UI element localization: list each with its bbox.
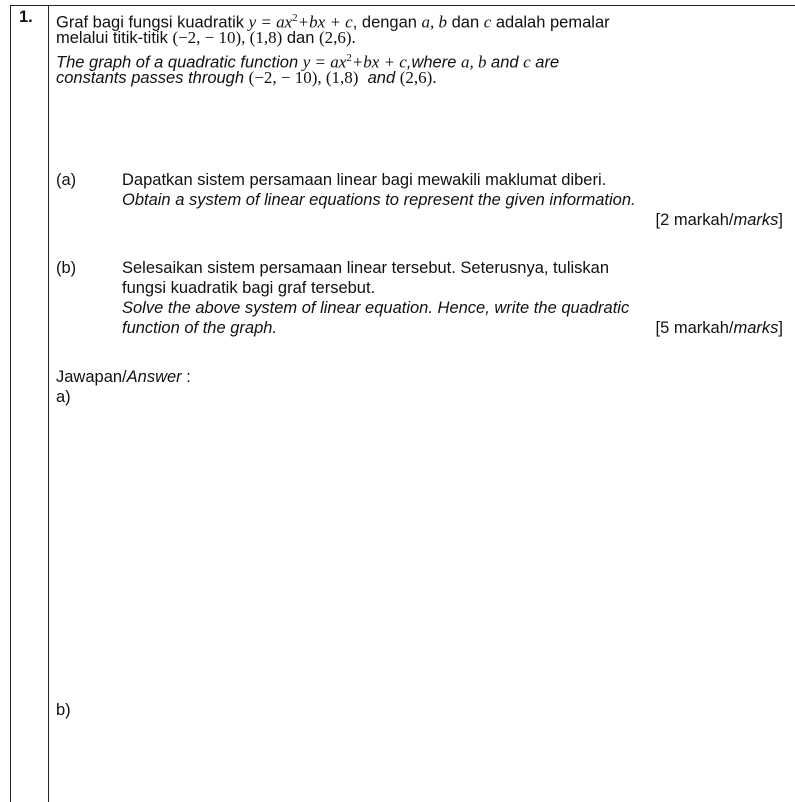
part-a-english: Obtain a system of linear equations to represent the given information.	[122, 191, 636, 209]
question-english-line1: The graph of a quadratic function $y = ax^2+bx$ + c,where a, b and c are	[56, 52, 560, 72]
part-a-malay: Dapatkan sistem persamaan linear bagi mewakili maklumat diberi.	[122, 171, 607, 189]
part-b-label: (b)	[56, 259, 77, 277]
part-a-label: (a)	[56, 171, 77, 189]
answer-label: Jawapan/Answer :	[56, 368, 191, 386]
table-left-border	[10, 5, 11, 802]
part-b-english-1: Solve the above system of linear equation. Hence, write the quadratic	[122, 299, 630, 317]
question-number: 1.	[19, 8, 33, 26]
part-b-english-2: function of the graph.	[122, 319, 278, 337]
answer-b-label: b)	[56, 701, 71, 719]
question-malay-line2: melalui titik-titik (−2, − 10), (1,8) dan (2,6).	[56, 28, 356, 47]
answer-a-label: a)	[56, 388, 71, 406]
table-column-divider	[48, 5, 49, 802]
part-b-malay-2: fungsi kuadratik bagi graf tersebut.	[122, 279, 376, 297]
question-malay-line1: Graf bagi fungsi kuadratik $y = ax^2+bx + c$, dengan a, b dan c adalah pemalar	[56, 12, 610, 32]
part-a-marks: [2 markah/marks]	[655, 211, 783, 229]
question-english-line2: constants passes through (−2, − 10), (1,8) and (2,6).	[56, 68, 437, 87]
part-b-marks: [5 markah/marks]	[655, 319, 783, 337]
table-top-border	[10, 5, 795, 6]
part-b-malay-1: Selesaikan sistem persamaan linear tersebut. Seterusnya, tuliskan	[122, 259, 609, 277]
